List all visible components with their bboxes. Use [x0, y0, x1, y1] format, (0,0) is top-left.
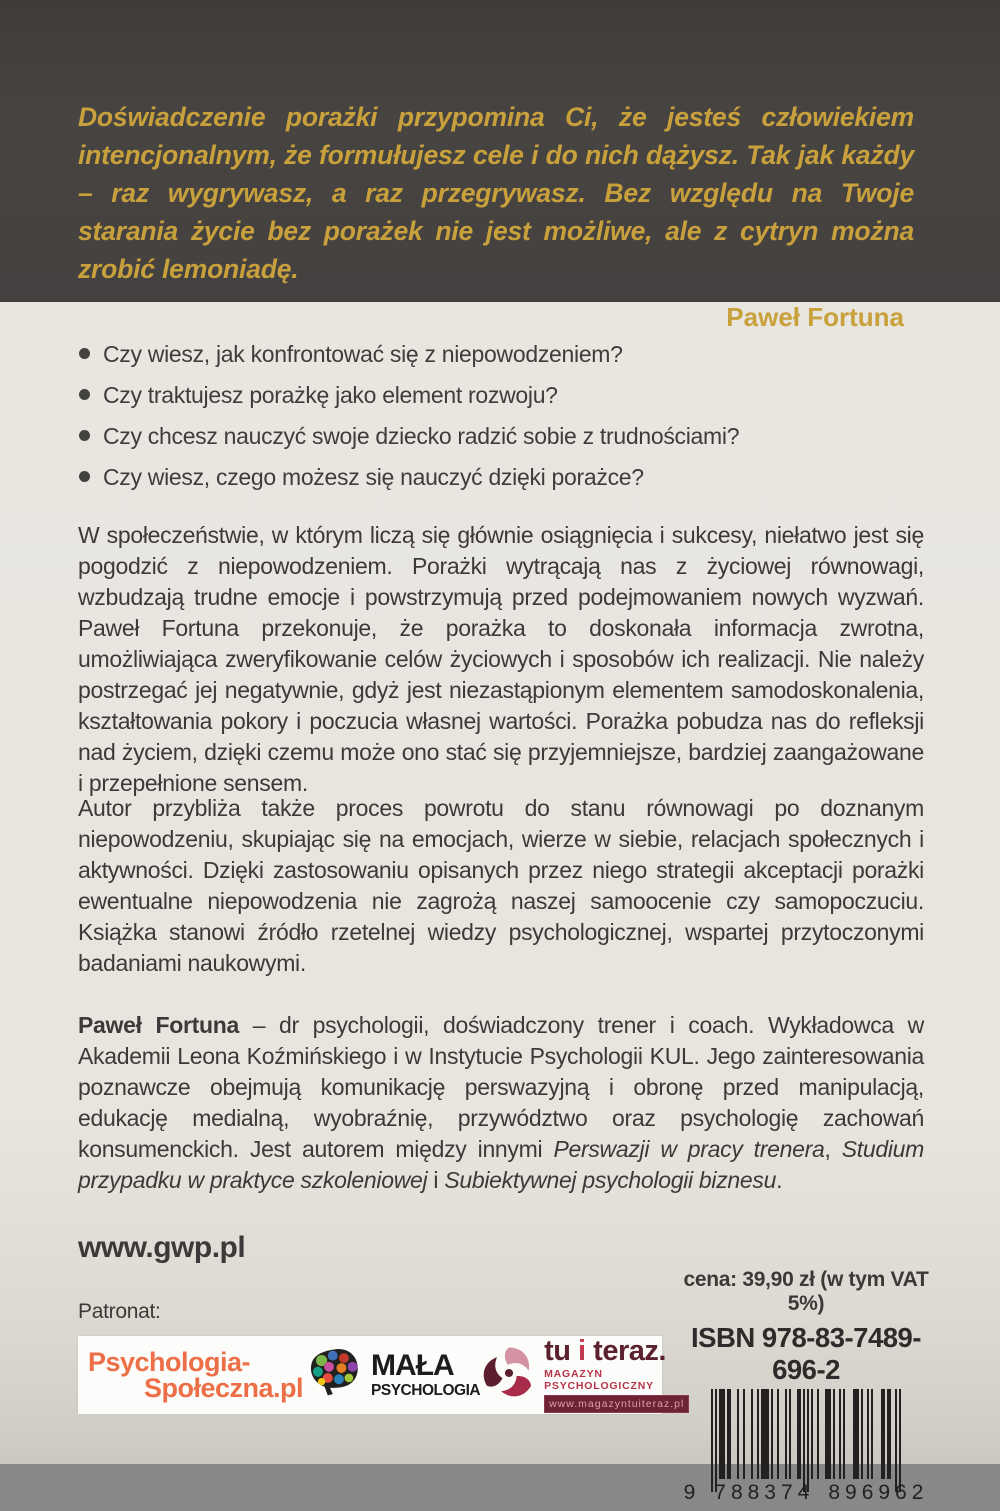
blurb-paragraph-2: Autor przybliża także proces powrotu do stanu równowagi po doznanym niepowodzeniu, skupiając się na emocjach, wierze w siebie, relacjach społecznych i aktywności. Dzięki zastosowaniu opisanych przez niego strategii akceptacji porażki ewentualne niepowodzenia nie zagrożą naszej samoocenie czy samopoczuciu. Książka stanowi źródło rzetelnej wiedzy psychologicznej, wspartej przytoczonymi badaniami naukowymi.: [78, 795, 924, 976]
tuiteraz-swirl-icon: [480, 1344, 538, 1407]
sale-info-block: [668, 1268, 944, 1511]
blurb-paragraph-1: W społeczeństwie, w którym liczą się głównie osiągnięcia i sukcesy, niełatwo jest się pogodzić z niepowodzeniem. Porażki wytrącają nas z życiowej równowagi, wzbudzają trudne emocje i powstrzymują przed podejmowaniem nowych wyzwań. Paweł Fortuna przekonuje, że porażka to doskonała informacja zwrotna, umożliwiająca zweryfikowanie celów życiowych i sposobów ich realizacji. Nie należy postrzegać jej negatywnie, gdyż jest niezastąpionym elementem samodoskonalenia, kształtowania pokory i poczucia własnej wartości. Porażka pobudza nas do refleksji nad życiem, dzięki czemu może ono stać się przyjemniejsze, bardziej zaangażowane i przepełnione sensem.: [78, 522, 924, 796]
mala-title: MAŁA: [371, 1349, 454, 1383]
tuiteraz-word-i: i: [578, 1335, 586, 1367]
barcode-digits: [668, 1481, 944, 1505]
isbn-barcode: [668, 1389, 944, 1511]
psychologia-spoleczna-line2: Społeczna.pl: [144, 1373, 304, 1403]
isbn-barcode-bars: [668, 1389, 944, 1493]
isbn-text: ISBN 978-83-7489-696-2: [691, 1322, 921, 1385]
question-item: Czy wiesz, jak konfrontować się z niepowodzeniem?: [103, 342, 920, 366]
tuiteraz-word-teraz: teraz.: [593, 1335, 666, 1367]
question-item: Czy traktujesz porażkę jako element rozwoju?: [103, 383, 920, 407]
publisher-website: www.gwp.pl: [78, 1231, 246, 1264]
quote-text: Doświadczenie porażki przypomina Ci, że jesteś człowiekiem intencjonalnym, że formułujesz cele i do nich dążysz. Tak jak każdy – raz wygrywasz, a raz przegrywasz. Bez względu na Twoje starania życie bez porażek nie jest możliwe, ale z cytryn można zrobić lemoniadę.: [78, 102, 914, 284]
quote-band: [0, 0, 1000, 332]
patron-logos-strip: [78, 1335, 685, 1414]
question-item: Czy chcesz nauczyć swoje dziecko radzić sobie z trudnościami?: [103, 424, 920, 448]
patronat-label: Patronat:: [78, 1300, 161, 1323]
price-text: cena: 39,90 zł (w tym VAT 5%): [683, 1268, 929, 1315]
tuiteraz-subtitle: MAGAZYN PSYCHOLOGICZNY: [544, 1368, 654, 1392]
psychologia-spoleczna-logo: [78, 1349, 303, 1401]
mala-psychologia-text: [371, 1351, 480, 1399]
question-list: [78, 342, 920, 506]
author-bio: Paweł Fortuna – dr psychologii, doświadczony trener i coach. Wykładowca w Akademii Leona Koźmińskiego i w Instytucie Psychologii KUL. Jego zainteresowania poznawcze obejmują komunikację perswazyjną i obronę przed manipulacją, edukację medialną, wyobraźnię, przywództwo oraz psychologię zachowań konsumenckich. Jest autorem między innymi Perswazji w pracy trenera, Studium przypadku w praktyce szkoleniowej i Subiektywnej psychologii biznesu.: [78, 1012, 924, 1193]
barcode-digit-group: 896962: [828, 1481, 929, 1504]
mala-subtitle: PSYCHOLOGIA: [371, 1382, 481, 1400]
psychologia-spoleczna-line1: Psychologia-: [88, 1347, 251, 1377]
tuiteraz-url: www.magazyntuiteraz.pl: [544, 1395, 689, 1413]
tuiteraz-logo: [480, 1337, 689, 1413]
tuiteraz-word-tu: tu: [544, 1335, 571, 1367]
mala-psychologia-logo: [303, 1342, 480, 1409]
quote-attribution: Paweł Fortuna: [726, 302, 904, 332]
question-item: Czy wiesz, czego możesz się nauczyć dzięki porażce?: [103, 465, 920, 489]
barcode-digit-group: 788374: [714, 1481, 815, 1504]
brain-icon: [303, 1342, 365, 1409]
barcode-digit-group: 9: [683, 1481, 701, 1504]
